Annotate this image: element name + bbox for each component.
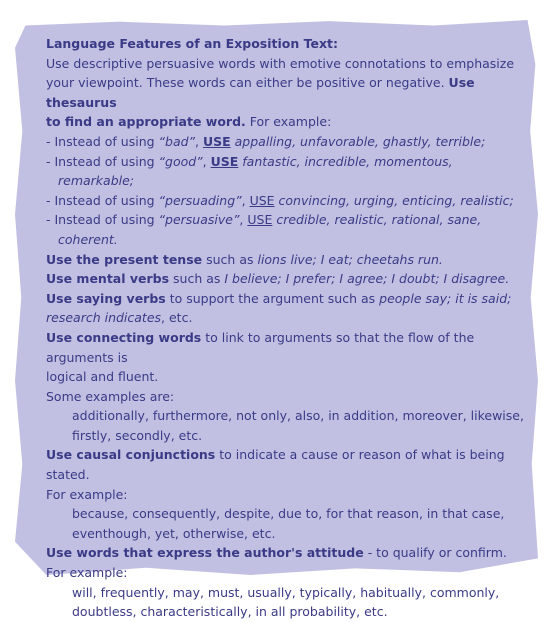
connecting-words-line: Use connecting words to link to arguments so that the flow of the arguments is xyxy=(46,329,475,365)
bullet-item: - Instead of using “persuading”, USE convincing, urging, enticing, realistic; xyxy=(46,192,514,208)
intro-line-1: Use descriptive persuasive words with emotive connotations to emphasize xyxy=(46,55,515,71)
causal-examples-2: eventhough, yet, otherwise, etc. xyxy=(72,525,276,541)
bullet-item: - Instead of using “good”, USE fantastic, incredible, momentous, xyxy=(46,153,453,169)
document-body xyxy=(46,34,526,622)
attitude-examples-2: doubtless, characteristically, in all probability, etc. xyxy=(72,604,388,620)
document-title: Language Features of an Exposition Text: xyxy=(46,36,339,51)
intro-line-3: to find an appropriate word. For example: xyxy=(46,114,332,130)
attitude-line: Use words that express the author's attitude - to qualify or confirm. xyxy=(46,545,507,561)
connecting-words-line-3: Some examples are: xyxy=(46,388,175,404)
intro-line-2: your viewpoint. These words can either be positive or negative. Use thesaurus xyxy=(46,75,475,110)
connecting-words-line-2: logical and fluent. xyxy=(46,369,159,385)
bullet-item: - Instead of using “persuasive”, USE credible, realistic, rational, sane, xyxy=(46,212,482,228)
present-tense-line: Use the present tense such as lions live; I eat; cheetahs run. xyxy=(46,251,443,267)
attitude-line-2: For example: xyxy=(46,565,128,581)
bullet-continuation: remarkable; xyxy=(58,173,135,189)
mental-verbs-line: Use mental verbs such as I believe; I prefer; I agree; I doubt; I disagree. xyxy=(46,271,510,287)
bullet-item: - Instead of using “bad”, USE appalling, unfavorable, ghastly, terrible; xyxy=(46,133,486,149)
saying-verbs-line: Use saying verbs to support the argument such as people say; it is said; xyxy=(46,290,512,306)
causal-line: Use causal conjunctions to indicate a cause or reason of what is being stated. xyxy=(46,447,505,483)
saying-verbs-line-2: research indicates, etc. xyxy=(46,310,193,326)
connecting-examples-2: firstly, secondly, etc. xyxy=(72,427,203,443)
causal-line-2: For example: xyxy=(46,486,128,502)
connecting-examples-1: additionally, furthermore, not only, also, in addition, moreover, likewise, xyxy=(72,408,524,424)
attitude-examples-1: will, frequently, may, must, usually, typically, habitually, commonly, xyxy=(72,584,500,600)
bullet-continuation: coherent. xyxy=(58,231,118,247)
causal-examples-1: because, consequently, despite, due to, for that reason, in that case, xyxy=(72,506,505,522)
